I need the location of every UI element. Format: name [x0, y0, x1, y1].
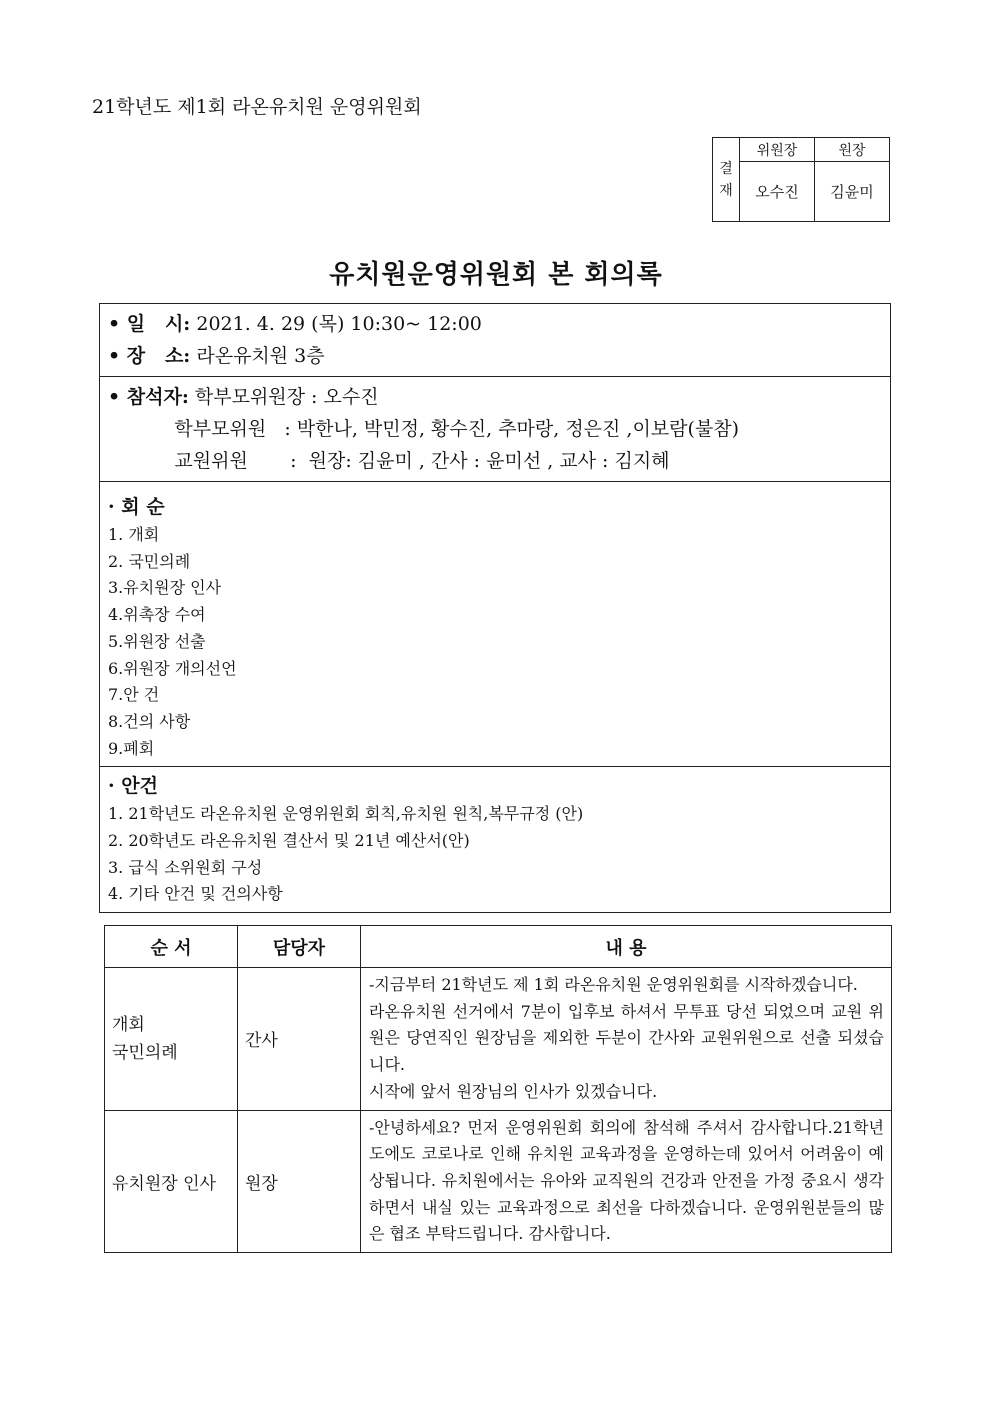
attendees-section	[100, 376, 890, 481]
row-order-line: 개회	[112, 1014, 145, 1035]
document-header-title: 21학년도 제1회 라온유치원 운영위원회	[92, 96, 422, 118]
document-title: 유치원운영위원회 본 회의록	[329, 260, 663, 290]
order-item: 2. 국민의례	[108, 551, 191, 571]
order-item: 6.위원장 개의선언	[108, 658, 237, 678]
approval-role-director: 원장	[815, 138, 890, 162]
approval-signature-director: 김윤미	[815, 162, 890, 222]
col-header-content: 내 용	[361, 926, 892, 968]
agenda-item: 4. 기타 안건 및 건의사항	[108, 884, 283, 904]
order-item: 3.유치원장 인사	[108, 578, 222, 598]
row-order	[105, 1110, 238, 1253]
table-header-row	[105, 926, 892, 968]
approval-label-top: 결	[719, 160, 733, 177]
approval-role-chair: 위원장	[740, 138, 815, 162]
minutes-table	[104, 925, 892, 1253]
attendees-row-1	[108, 381, 890, 413]
row-person: 간사	[238, 968, 361, 1111]
row-order-line: 국민의례	[112, 1042, 178, 1063]
col-header-order: 순 서	[105, 926, 238, 968]
order-section	[100, 481, 890, 766]
table-row	[105, 968, 892, 1111]
date-label: • 일 시:	[108, 313, 191, 335]
order-item: 1. 개회	[108, 525, 160, 544]
order-item: 9.폐회	[108, 738, 155, 758]
row-order-line: 유치원장 인사	[112, 1173, 216, 1194]
row-order	[105, 968, 238, 1111]
row-content: -지금부터 21학년도 제 1회 라온유치원 운영위원회를 시작하겠습니다. 라온유치원 선거에서 7분이 입후보 하셔서 무투표 당선 되었으며 교원 위원은 당연직인 원장님을 제외한 두분이 간사와 교원위원으로 선출 되셨습니다. 시작에 앞서 원장님의 인사가 있겠습니다.	[361, 968, 892, 1111]
place-label: • 장 소:	[108, 345, 191, 367]
order-item: 7.안 건	[108, 685, 160, 705]
agenda-item: 2. 20학년도 라온유치원 결산서 및 21년 예산서(안)	[108, 831, 470, 851]
meeting-info-box	[99, 303, 891, 913]
col-header-person: 담당자	[238, 926, 361, 968]
approval-label-bottom: 재	[719, 182, 733, 199]
approval-label	[713, 138, 740, 222]
agenda-item: 3. 급식 소위원회 구성	[108, 857, 263, 877]
attendees-teachers: 교원위원 : 원장: 김윤미 , 간사 : 윤미선 , 교사 : 김지혜	[108, 450, 670, 472]
agenda-heading: · 안건	[108, 775, 158, 798]
approval-signature-chair: 오수진	[740, 162, 815, 222]
attendees-parents: 학부모위원 : 박한나, 박민정, 황수진, 추마랑, 정은진 ,이보람(불참)	[108, 418, 740, 440]
place-value: 라온유치원 3층	[190, 345, 325, 367]
table-row	[105, 1110, 892, 1253]
date-value: 2021. 4. 29 (목) 10:30~ 12:00	[190, 313, 482, 335]
order-item: 4.위촉장 수여	[108, 605, 206, 625]
attendees-chair: 학부모위원장 : 오수진	[188, 386, 379, 408]
datetime-place-section	[100, 304, 890, 376]
date-row	[108, 308, 890, 340]
order-item: 5.위원장 선출	[108, 631, 206, 651]
agenda-item: 1. 21학년도 라온유치원 운영위원회 회칙,유치원 원칙,복무규정 (안)	[108, 804, 584, 824]
order-item: 8.건의 사항	[108, 711, 191, 731]
agenda-section	[100, 766, 890, 912]
order-heading: · 회 순	[108, 496, 165, 518]
attendees-label: • 참석자:	[108, 386, 189, 408]
approval-stamp-box	[712, 137, 890, 222]
row-content: -안녕하세요? 먼저 운영위원회 회의에 참석해 주셔서 감사합니다.21학년도에도 코로나로 인해 유치원 교육과정을 운영하는데 있어서 어려움이 예상됩니다. 유치원에서는 유아와 교직원의 건강과 안전을 가정 중요시 생각하면서 내실 있는 교육과정으로 최선을 다하겠습니다. 운영위원분들의 많은 협조 부탁드립니다. 감사합니다.	[361, 1110, 892, 1253]
row-person: 원장	[238, 1110, 361, 1253]
place-row	[108, 340, 890, 372]
